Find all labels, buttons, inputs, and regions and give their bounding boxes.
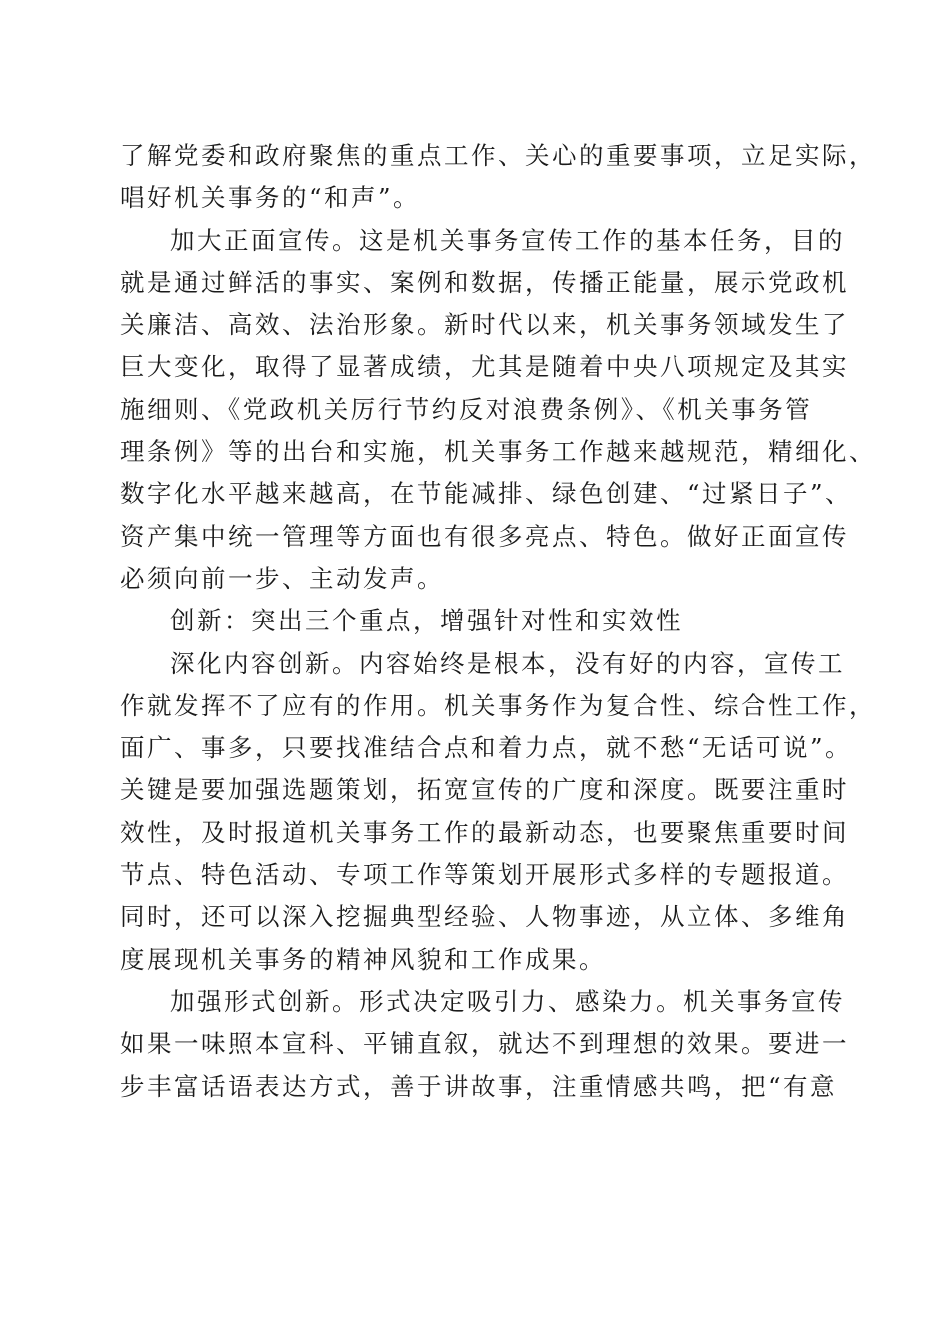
text-line: 了解党委和政府聚焦的重点工作、关心的重要事项，立足实际， [120,141,876,170]
text-line: 理条例》等的出台和实施，机关事务工作越来越规范，精细化、 [120,437,876,467]
text-line: 唱好机关事务的“和声”。 [120,183,421,213]
paragraph-first-line: 创新：突出三个重点，增强针对性和实效性 [170,606,683,636]
text-line: 施细则、《党政机关厉行节约反对浪费条例》、《机关事务管 [120,394,813,424]
text-line: 资产集中统一管理等方面也有很多亮点、特色。做好正面宣传 [120,521,849,551]
text-line: 作就发挥不了应有的作用。机关事务作为复合性、综合性工作， [120,690,876,720]
text-line: 关键是要加强选题策划，拓宽宣传的广度和深度。既要注重时 [120,775,849,805]
text-line: 数字化水平越来越高，在节能减排、绿色创建、“过紧日子”、 [120,479,853,509]
paragraph-first-line: 深化内容创新。内容始终是根本，没有好的内容，宣传工 [170,648,845,678]
text-line: 关廉洁、高效、法治形象。新时代以来，机关事务领域发生了 [120,310,849,340]
text-line: 巨大变化，取得了显著成绩，尤其是随着中央八项规定及其实 [120,352,849,382]
text-line: 效性，及时报道机关事务工作的最新动态，也要聚焦重要时间 [120,817,849,847]
paragraph-first-line: 加大正面宣传。这是机关事务宣传工作的基本任务，目的 [170,225,845,255]
body-text [120,135,876,1108]
text-line: 面广、事多，只要找准结合点和着力点，就不愁“无话可说”。 [120,733,853,763]
text-line: 就是通过鲜活的事实、案例和数据，传播正能量，展示党政机 [120,267,849,297]
text-line: 节点、特色活动、专项工作等策划开展形式多样的专题报道。 [120,860,849,890]
text-line: 步丰富话语表达方式，善于讲故事，注重情感共鸣，把“有意 [120,1071,838,1101]
text-line: 同时，还可以深入挖掘典型经验、人物事迹，从立体、多维角 [120,902,849,932]
paragraph-first-line: 加强形式创新。形式决定吸引力、感染力。机关事务宣传 [170,986,845,1016]
text-line: 如果一味照本宣科、平铺直叙，就达不到理想的效果。要进一 [120,1029,849,1059]
text-line: 度展现机关事务的精神风貌和工作成果。 [120,944,606,974]
text-line: 必须向前一步、主动发声。 [120,563,444,593]
